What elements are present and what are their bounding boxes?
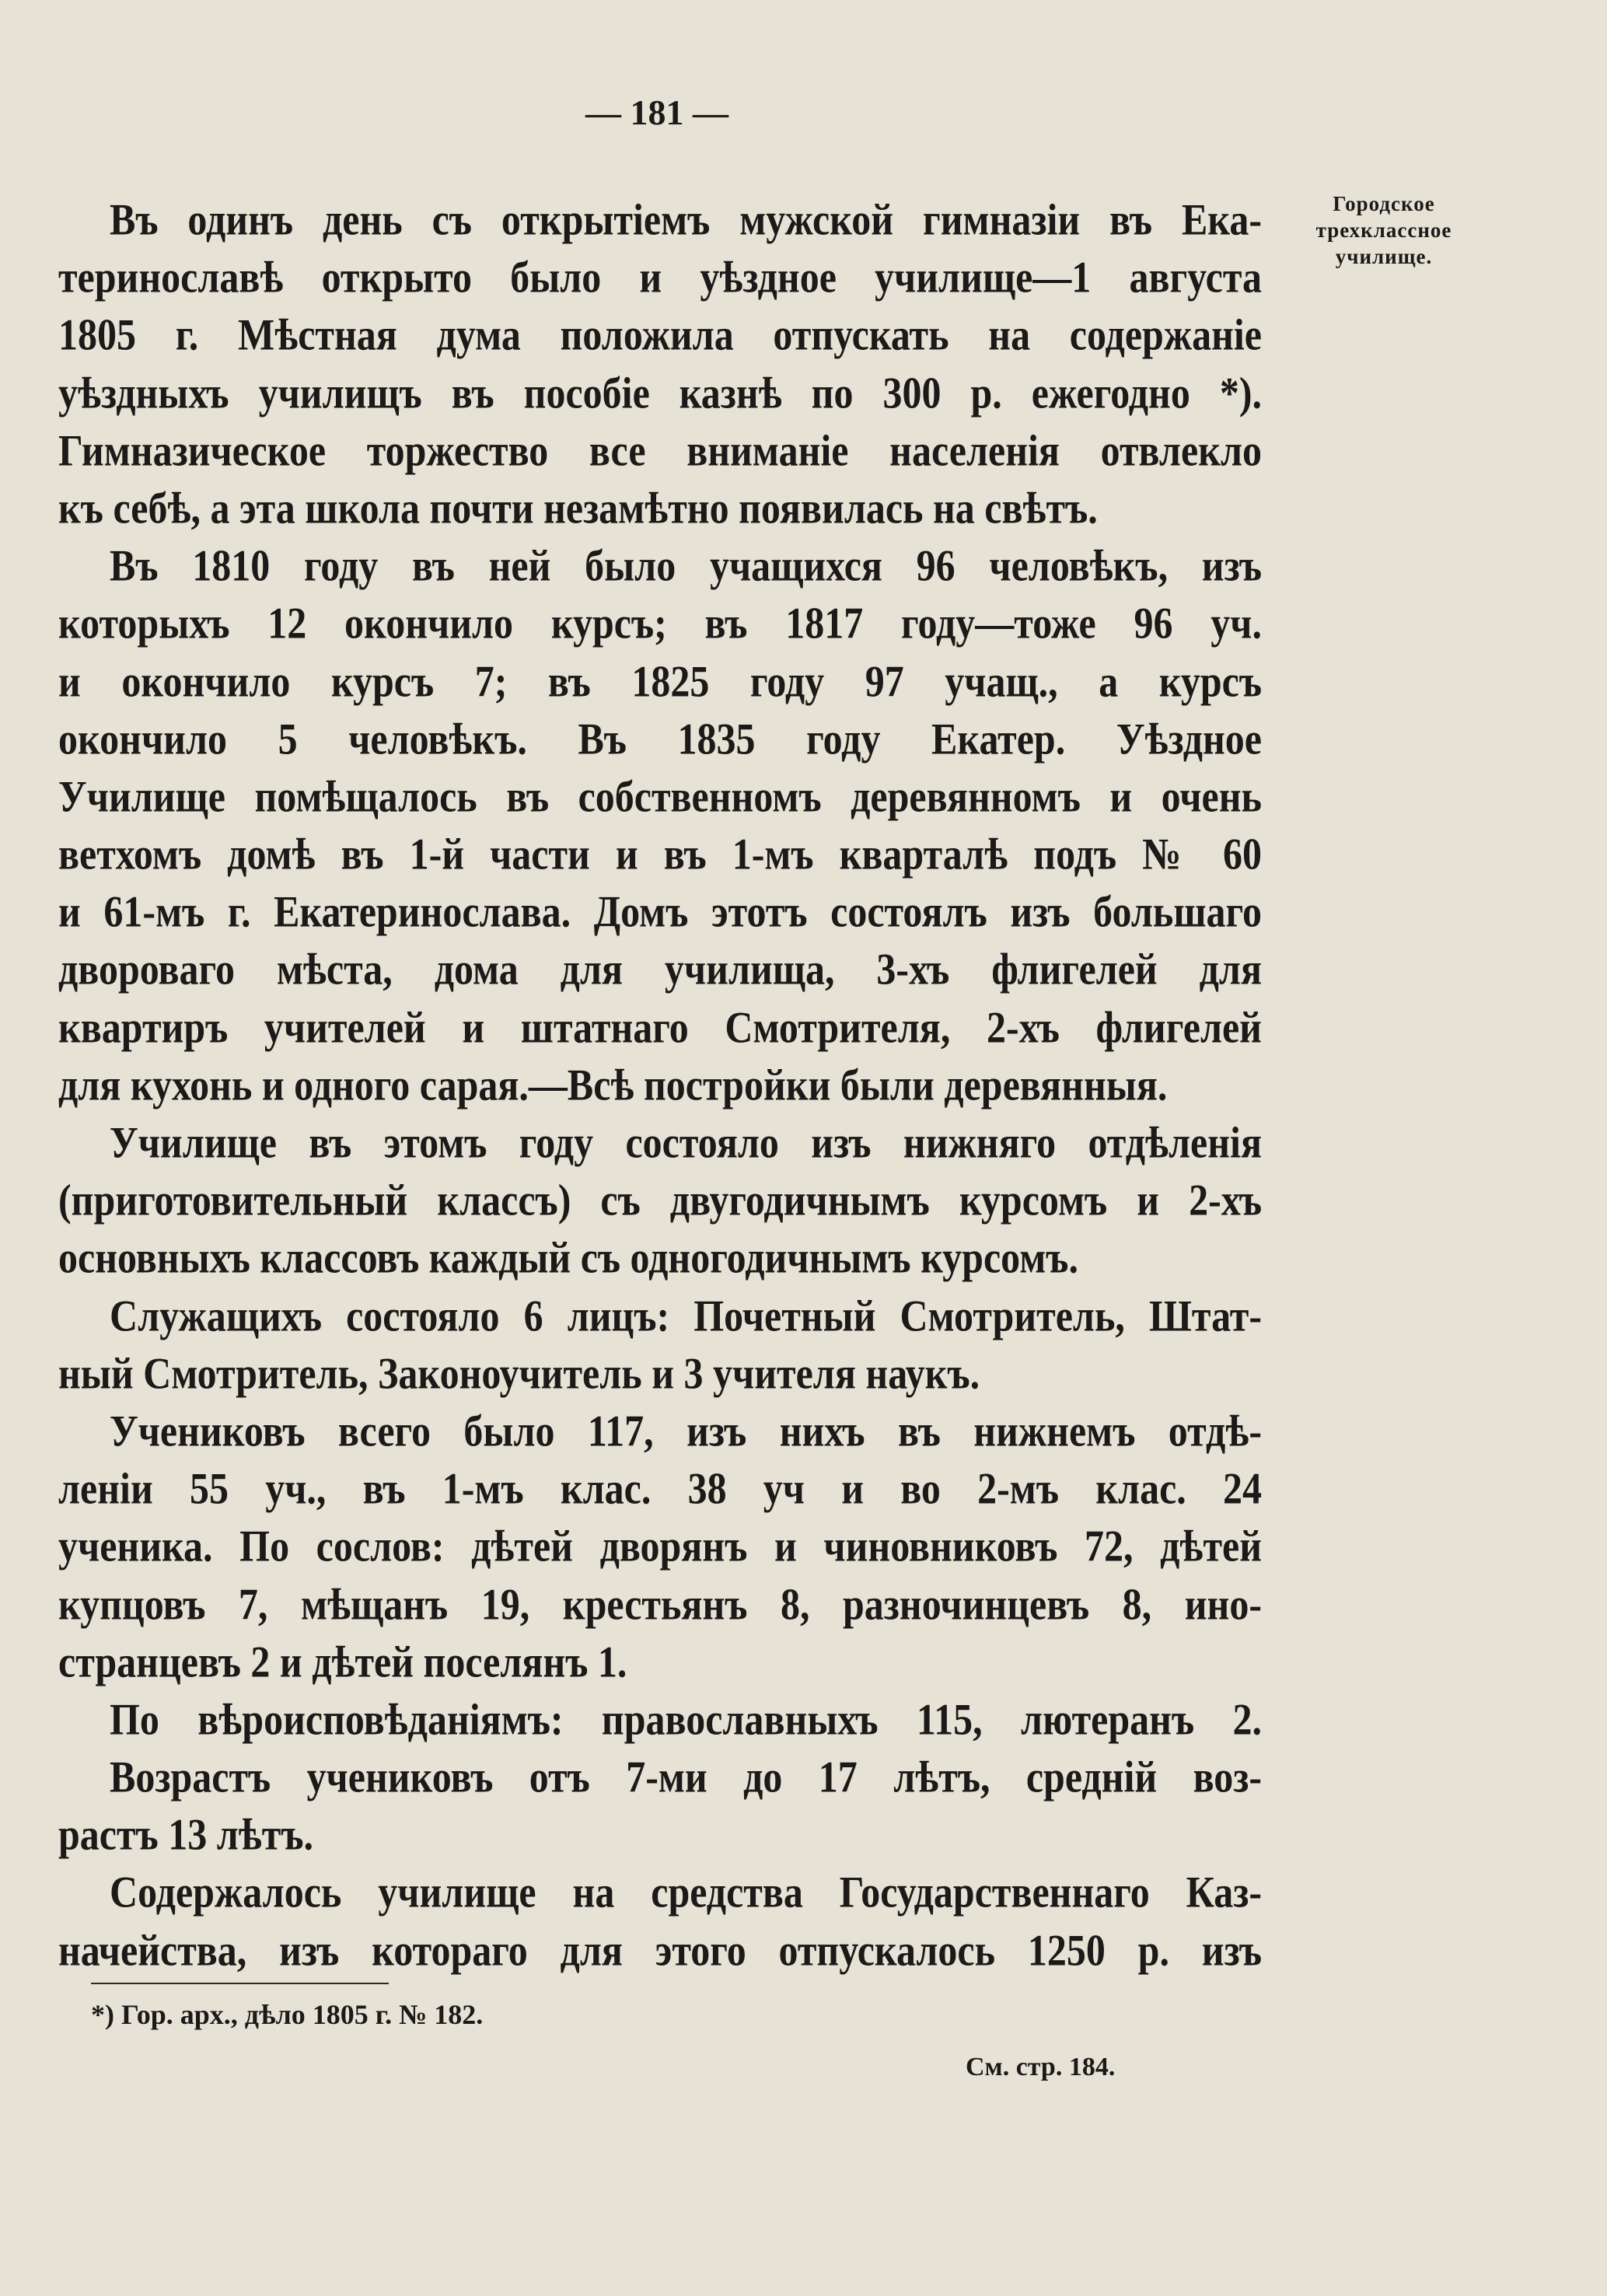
text-line: Училище въ этомъ году состояло изъ нижняго отдѣленія [110,1117,1262,1168]
text-line: Содержалось училище на средства Государственнаго Каз- [110,1867,1262,1917]
paragraph [58,536,1262,1113]
text-line: леніи 55 уч., въ 1-мъ клас. 38 уч и во 2-мъ клас. 24 [58,1463,1262,1514]
text-line: которыхъ 12 окончило курсъ; въ 1817 году—тоже 96 уч. [58,598,1262,648]
margin-note-line: Городское [1333,192,1435,215]
text-line: двороваго мѣста, дома для училища, 3-хъ флигелей для [58,944,1262,994]
text-line: окончило 5 человѣкъ. Въ 1835 году Екатер. Уѣздное [58,713,1262,764]
text-line: и 61-мъ г. Екатеринослава. Домъ этотъ состоялъ изъ большаго [58,886,1262,937]
paragraph [58,1748,1262,1863]
text-line: ветхомъ домѣ въ 1-й части и въ 1-мъ кварталѣ подъ № 60 [58,828,1262,879]
body-text [58,190,1262,1979]
paragraph [58,1402,1262,1690]
paragraph [58,1690,1262,1748]
page-number: — 181 — [585,93,728,132]
text-line: купцовъ 7, мѣщанъ 19, крестьянъ 8, разночинцевъ 8, ино- [58,1578,1262,1629]
text-line: основныхъ классовъ каждый съ одногодичнымъ курсомъ. [58,1232,1078,1283]
footnote-divider [91,1983,389,1984]
text-line: ный Смотритель, Законоучитель и 3 учителя наукъ. [58,1347,980,1398]
text-line: квартиръ учителей и штатнаго Смотрителя, 2-хъ флигелей [58,1001,1262,1052]
text-line: По вѣроисповѣданіямъ: православныхъ 115, лютеранъ 2. [110,1693,1262,1745]
margin-note [1287,190,1481,270]
text-line: ученика. По сослов: дѣтей дворянъ и чиновниковъ 72, дѣтей [58,1521,1262,1571]
paragraph [58,190,1262,536]
text-line: растъ 13 лѣтъ. [58,1809,313,1860]
footnote: *) Гор. арх., дѣло 1805 г. № 182. [91,1999,484,2030]
text-line: теринославѣ открыто было и уѣздное училище—1 августа [58,251,1262,302]
text-line: и окончило курсъ 7; въ 1825 году 97 учащ., а курсъ [58,655,1262,706]
margin-note-line: училище. [1335,245,1433,268]
paragraph [58,1863,1262,1978]
text-line: Гимназическое торжество все вниманіе населенія отвлекло [58,425,1262,475]
text-line: уѣздныхъ училищъ въ пособіе казнѣ по 300 р. ежегодно *). [58,367,1262,418]
text-line: Учениковъ всего было 117, изъ нихъ въ нижнемъ отдѣ- [110,1405,1262,1456]
text-line: начейства, изъ котораго для этого отпускалось 1250 р. изъ [58,1924,1262,1975]
margin-note-line: трехклассное [1315,218,1452,242]
cross-reference: См. стр. 184. [966,2053,1116,2081]
text-line: Въ одинъ день съ открытіемъ мужской гимназіи въ Ека- [110,194,1262,245]
paragraph [58,1287,1262,1402]
text-line: (приготовительный классъ) съ двугодичнымъ курсомъ и 2-хъ [58,1174,1262,1225]
text-line: для кухонь и одного сарая.—Всѣ постройки были деревянныя. [58,1059,1168,1110]
text-line: Служащихъ состояло 6 лицъ: Почетный Смотритель, Штат- [110,1290,1262,1340]
paragraph [58,1113,1262,1287]
text-line: Возрастъ учениковъ отъ 7-ми до 17 лѣтъ, среднiй воз- [110,1751,1262,1802]
text-line: странцевъ 2 и дѣтей поселянъ 1. [58,1636,627,1686]
text-line: Въ 1810 году въ ней было учащихся 96 человѣкъ, изъ [110,540,1262,591]
text-line: 1805 г. Мѣстная дума положила отпускать на содержаніе [58,309,1262,360]
text-line: Училище помѣщалось въ собственномъ деревянномъ и очень [58,771,1262,822]
text-line: къ себѣ, а эта школа почти незамѣтно появилась на свѣтъ. [58,482,1098,533]
